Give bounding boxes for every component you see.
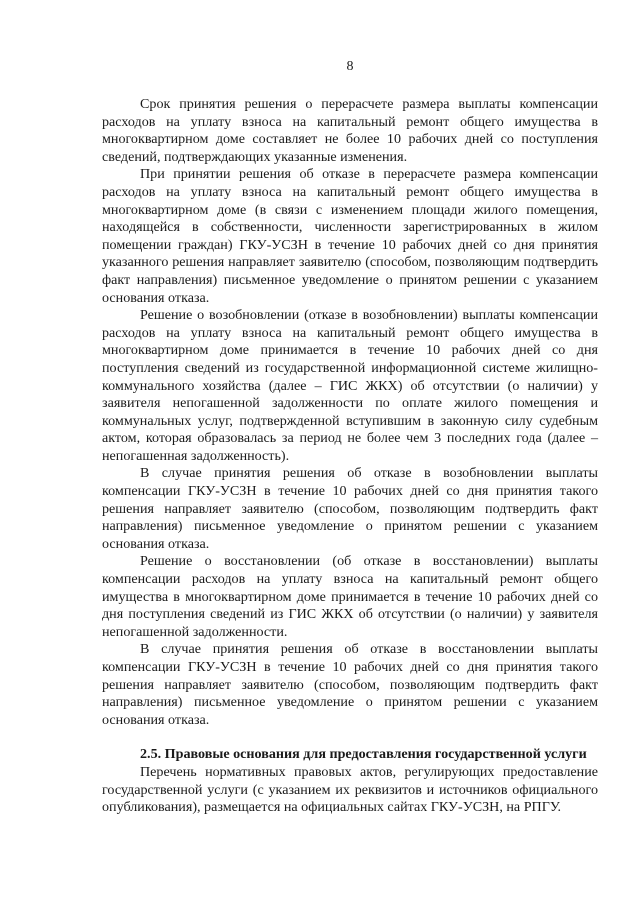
paragraph-recalculation-refusal: При принятии решения об отказе в перерасчете размера компенсации расходов на уплату взноса на капитальный ремонт общего имущества в многоквартирном доме (в связи с изменением площади жилого помещения, находящейся в собственности, численности зарегистрированных в жилом помещении граждан) ГКУ-УСЗН в течение 10 рабочих дней со дня принятия указанного решения направляет заявителю (способом, позволяющим подтвердить факт направления) письменное уведомление о принятом решении с указанием основания отказа. — [102, 166, 598, 306]
paragraph-restoration-refusal: В случае принятия решения об отказе в восстановлении выплаты компенсации ГКУ-УСЗН в течение 10 рабочих дней со дня принятия такого решения направляет заявителю (способом, позволяющим подтвердить факт направления) письменное уведомление о принятом решении с указанием основания отказа. — [102, 641, 598, 728]
paragraph-restoration-decision: Решение о восстановлении (об отказе в восстановлении) выплаты компенсации расходов на уплату взноса на капитальный ремонт общего имущества в многоквартирном доме принимается в течение 10 рабочих дней со дня поступления сведений из ГИС ЖКХ об отсутствии (о наличии) у заявителя непогашенной задолженности. — [102, 553, 598, 640]
page-number: 8 — [346, 59, 354, 74]
paragraph-legal-basis: Перечень нормативных правовых актов, регулирующих предоставление государственной услуги (с указанием их реквизитов и источников официального опубликования), размещается на официальных сайтах ГКУ-УСЗН, на РПГУ. — [102, 763, 598, 816]
paragraph-recalculation-term: Срок принятия решения о перерасчете размера выплаты компенсации расходов на уплату взноса на капитальный ремонт общего имущества в многоквартирном доме составляет не более 10 рабочих дней со поступления сведений, подтверждающих указанные изменения. — [102, 96, 598, 165]
paragraph-resumption-decision: Решение о возобновлении (отказе в возобновлении) выплаты компенсации расходов на уплату взноса на капитальный ремонт общего имущества в многоквартирном доме принимается в течение 10 рабочих дней со дня поступления сведений из государственной информационной системе жилищно-коммунального хозяйства (далее – ГИС ЖКХ) об отсутствии (о наличии) у заявителя непогашенной задолженности по оплате жилого помещения и коммунальных услуг, подтвержденной вступившим в законную силу судебным актом, которая образовалась за период не более чем 3 последних года (далее – непогашенная задолженность). — [102, 307, 598, 464]
paragraph-resumption-refusal: В случае принятия решения об отказе в возобновлении выплаты компенсации ГКУ-УСЗН в течение 10 рабочих дней со дня принятия такого решения направляет заявителю (способом, позволяющим подтвердить факт направления) письменное уведомление о принятом решении с указанием основания отказа. — [102, 465, 598, 552]
section-heading: 2.5. Правовые основания для предоставления государственной услуги — [140, 746, 587, 763]
document-page — [102, 58, 598, 817]
